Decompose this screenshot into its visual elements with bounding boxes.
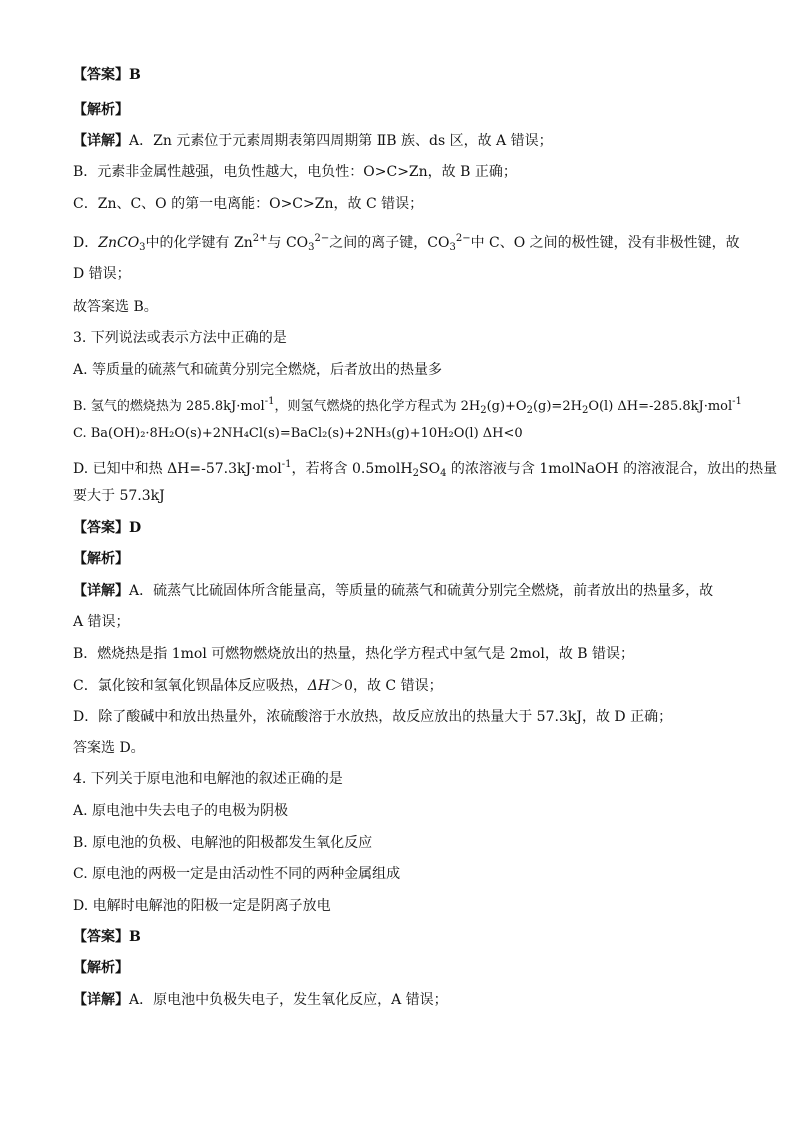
q3-option-c: C. Ba(OH)₂·8H₂O(s)+2NH₄Cl(s)=BaCl₂(s)+2NH₃(g)+10H₂O(l) ΔH<0	[73, 426, 523, 441]
q2-detail-c: C．Zn、C、O 的第一电离能：O>C>Zn，故 C 错误；	[73, 196, 424, 212]
q4-option-a: A. 原电池中失去电子的电极为阴极	[73, 803, 289, 819]
q4-stem: 4. 下列关于原电池和电解池的叙述正确的是	[73, 771, 343, 787]
q2-detail-d: D．ZnCO$_3$中的化学键有 $Zn^{2+}$与 $CO_3^{2-}$之间的离子键，$CO_3^{2-}$中 C、O 之间的极性键，没有非极性键，故	[73, 233, 740, 253]
q3-conclusion: 答案选 D。	[73, 740, 145, 756]
q4-detail-a: 【详解】A．原电池中负极失电子，发生氧化反应，A 错误；	[73, 992, 448, 1008]
q3-stem: 3. 下列说法或表示方法中正确的是	[73, 330, 287, 346]
q3-option-b: B. 氢气的燃烧热为 285.8kJ·mol$^{-1}$，则氢气燃烧的热化学方程式为 $2H_2(g)+O_2(g)=2H_2O(l)$ ΔH=-285.8kJ·mol$^{-1}$	[73, 396, 742, 416]
q2-detail-b: B．元素非金属性越强，电负性越大，电负性：O>C>Zn，故 B 正确；	[73, 164, 517, 180]
q2-detail-a: 【详解】A．Zn 元素位于元素周期表第四周期第 ⅡB 族、ds 区，故 A 错误；	[73, 133, 553, 149]
q2-detail-d-continued: D 错误；	[73, 266, 131, 282]
q3-option-a: A. 等质量的硫蒸气和硫黄分别完全燃烧，后者放出的热量多	[73, 362, 443, 378]
q4-answer: 【答案】B	[73, 929, 141, 945]
q4-option-d: D. 电解时电解池的阳极一定是阴离子放电	[73, 898, 331, 914]
q2-analysis-heading: 【解析】	[73, 102, 129, 118]
q2-conclusion: 故答案选 B。	[73, 299, 158, 315]
open-bracket: 【	[73, 102, 87, 118]
q3-detail-d: D．除了酸碱中和放出热量外，浓硫酸溶于水放热，故反应放出的热量大于 57.3kJ，故 D 正确；	[73, 709, 673, 725]
q3-answer: 【答案】D	[73, 520, 142, 536]
q3-detail-c: C．氯化铵和氢氧化钡晶体反应吸热，ΔH＞0，故 C 错误；	[73, 678, 443, 694]
q3-analysis-heading: 【解析】	[73, 551, 129, 567]
q3-detail-b: B．燃烧热是指 1mol 可燃物燃烧放出的热量，热化学方程式中氢气是 2mol，故 B 错误；	[73, 646, 635, 662]
q4-analysis-heading: 【解析】	[73, 960, 129, 976]
q4-option-b: B. 原电池的负极、电解池的阳极都发生氧化反应	[73, 835, 373, 851]
q3-option-d: D. 已知中和热 ΔH=-57.3kJ·mol$^{-1}$，若将含 $0.5molH_2SO_4$ 的浓溶液与含 1molNaOH 的溶液混合，放出的热量	[73, 459, 778, 479]
q3-detail-a-continued: A 错误；	[73, 614, 130, 630]
zinc-carbonate-formula: ZnCO	[98, 235, 140, 251]
q3-detail-a: 【详解】A．硫蒸气比硫固体所含能量高，等质量的硫蒸气和硫黄分别完全燃烧，前者放出的热量多，故	[73, 583, 714, 599]
q3-option-d-continued: 要大于 57.3kJ	[73, 488, 165, 504]
q2-answer: 【答案】B	[73, 67, 141, 83]
close-bracket: 】	[115, 102, 129, 118]
q4-option-c: C. 原电池的两极一定是由活动性不同的两种金属组成	[73, 866, 401, 882]
